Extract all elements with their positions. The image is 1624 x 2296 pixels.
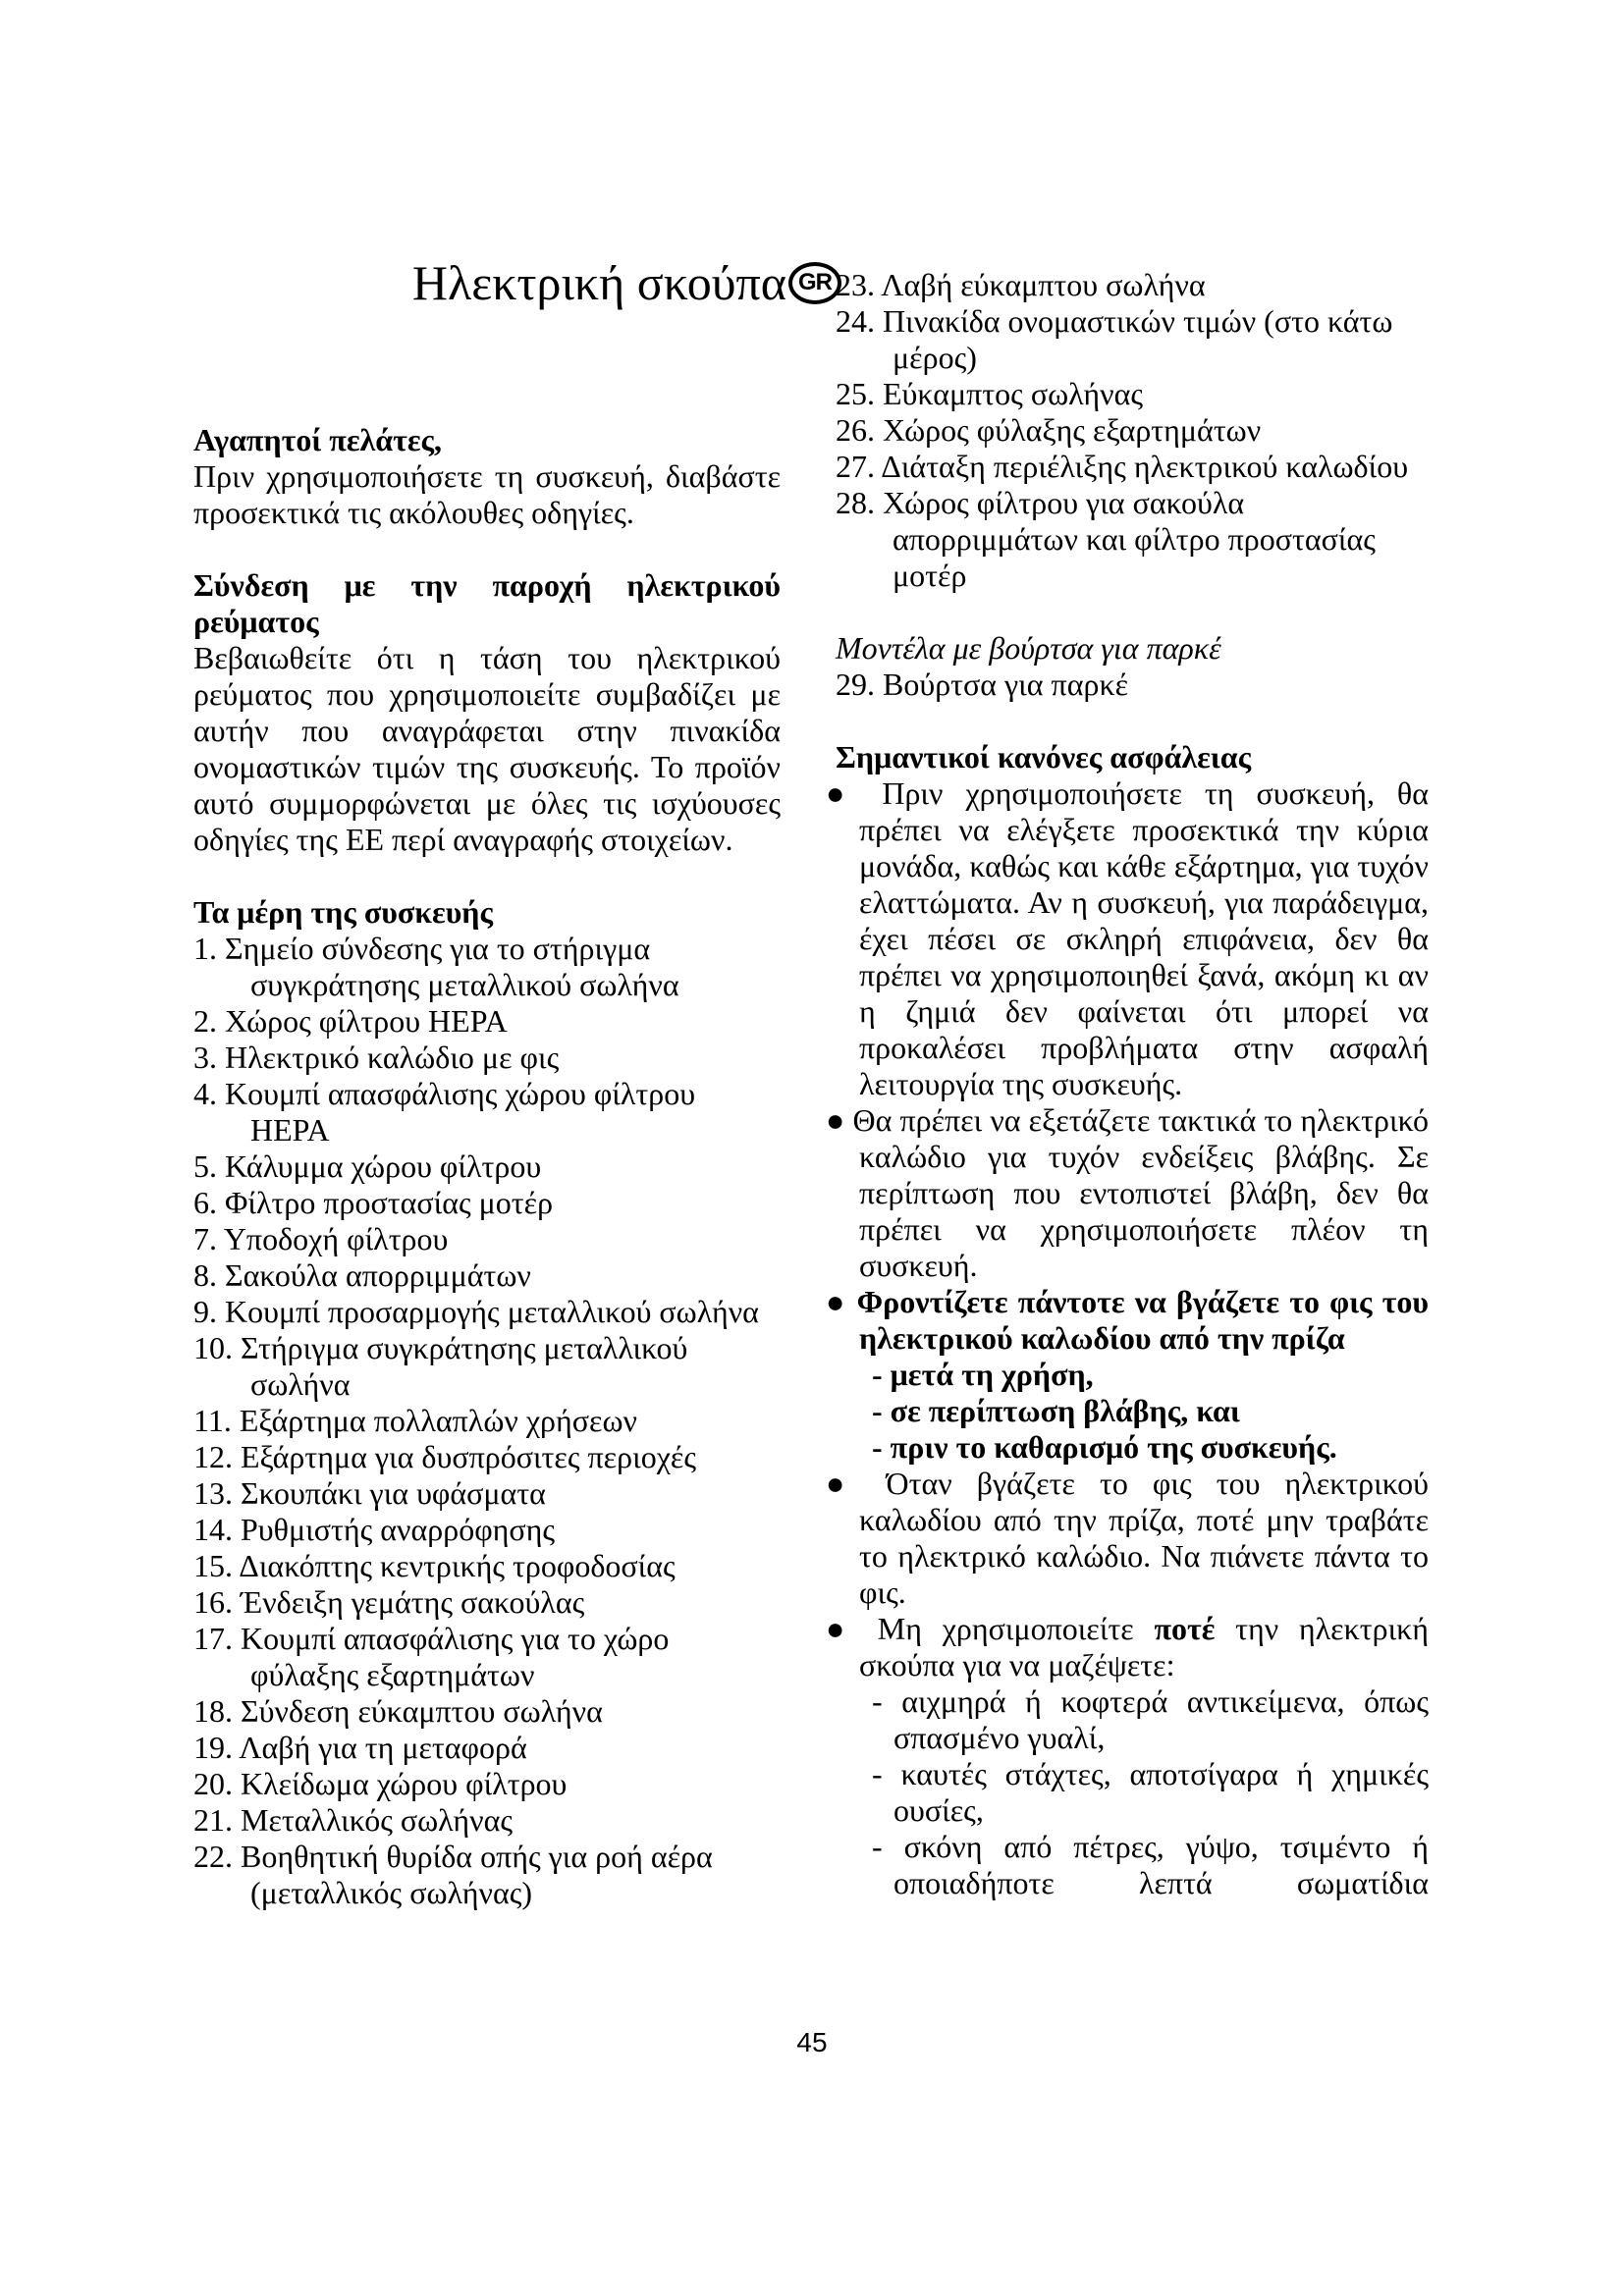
part-text: Χώρος φίλτρου HEPA [225,1003,508,1039]
part-item-25 [836,376,1429,412]
part-text: Μεταλλικός σωλήνας [241,1802,514,1838]
part-number: 28. [836,485,875,520]
part-item-15 [193,1548,781,1584]
part-item-9 [193,1294,781,1330]
bullet-text-pre: Μη χρησιμοποιείτε [877,1611,1155,1646]
part-number: 26. [836,412,875,448]
safety-dash-item: - πριν το καθαρισμό της συσκευής. [872,1429,1337,1465]
bullet-text: Όταν βγάζετε το φις του ηλεκτρικού καλωδίου από την πρίζα, ποτέ μην τραβάτε το ηλεκτρικό καλώδιο. Να πιάνετε πάντα το φις. [859,1466,1430,1610]
part-number: 2. [193,1003,217,1039]
parts-list-left [193,931,781,1911]
part-text: Εύκαμπτος σωλήνας [883,376,1144,411]
page-title: Ηλεκτρική σκούπα [411,255,786,310]
part-text: Κουμπί απασφάλισης χώρου φίλτρου HEPA [225,1076,696,1148]
part-item-23 [836,267,1429,303]
safety-bullet-1 [826,775,1429,1102]
part-number: 27. [836,449,875,484]
part-item-8 [193,1257,781,1294]
parts-list-right [836,267,1429,594]
part-text: Διακόπτης κεντρικής τροφοδοσίας [239,1548,676,1583]
part-item-27 [836,449,1429,485]
part-item-7 [193,1221,781,1257]
part-text: Στήριγμα συγκράτησης μεταλλικού σωλήνα [241,1330,688,1402]
part-item-28 [836,485,1429,594]
part-text: Βούρτσα για παρκέ [883,667,1128,702]
part-item-17 [193,1621,781,1693]
part-text: Σκουπάκι για υφάσματα [241,1475,546,1511]
safety-bullet-5 [826,1611,1429,1683]
part-item-29 [836,667,1429,703]
part-number: 11. [193,1403,232,1438]
part-text: Ρυθμιστής αναρρόφησης [241,1512,556,1547]
safety-bullet-list [826,775,1430,1901]
gr-language-badge-icon: GR [788,262,841,304]
part-item-6 [193,1185,781,1221]
part-item-22 [193,1839,781,1911]
greeting-heading: Αγαπητοί πελάτες, [193,422,442,457]
part-number: 21. [193,1802,233,1838]
part-item-12 [193,1439,781,1475]
part-number: 14. [193,1512,233,1547]
parquet-note: Μοντέλα με βούρτσα για παρκέ [836,630,1221,666]
part-number: 8. [193,1257,217,1293]
bullet-icon: ● [826,1466,862,1501]
safety-dash-item: - αιχμηρά ή κοφτερά αντικείμενα, όπως σπασμένο γυαλί, [872,1683,1429,1755]
bullet-text: Πριν χρησιμοποιήσετε τη συσκευή, θα πρέπει να ελέγξετε προσεκτικά την κύρια μονάδα, καθώς και κάθε εξάρτημα, για τυχόν ελαττώματα. Αν η συσκευή, για παράδειγμα, έχει πέσει σε σκληρή επιφάνεια, δεν θα πρέπει να χρησιμοποιηθεί ξανά, ακόμη κι αν η ζημιά δεν φαίνεται ότι μπορεί να προκαλέσει προβλήματα στην ασφαλή λειτουργία της συσκευής. [859,775,1430,1101]
part-number: 4. [193,1076,217,1111]
part-number: 23. [836,267,875,302]
safety-bullet-2 [826,1102,1429,1284]
part-text: Διάταξη περιέλιξης ηλεκτρικού καλωδίου [881,449,1409,484]
page-number: 45 [796,2027,828,2057]
part-text: Χώρος φίλτρου για σακούλα απορριμμάτων και φίλτρο προστασίας μοτέρ [883,485,1376,593]
part-text: Ηλεκτρικό καλώδιο με φις [225,1040,560,1075]
safety-dash-item: - σε περίπτωση βλάβης, και [872,1393,1240,1428]
part-number: 5. [193,1148,217,1184]
part-text: Σακούλα απορριμμάτων [225,1257,531,1293]
part-text: Ένδειξη γεμάτης σακούλας [241,1584,585,1620]
title-row [193,257,841,308]
part-item-21 [193,1802,781,1839]
part-text: Κουμπί απασφάλισης για το χώρο φύλαξης εξαρτημάτων [241,1621,670,1692]
connection-heading: Σύνδεση με την παροχή ηλεκτρικού ρεύματος [193,567,781,639]
part-text: Βοηθητική θυρίδα οπής για ροή αέρα (μεταλλικός σωλήνας) [241,1839,713,1910]
part-text: Λαβή εύκαμπτου σωλήνα [881,267,1206,302]
parts-heading: Τα μέρη της συσκευής [193,894,493,930]
part-item-13 [193,1475,781,1512]
safety-heading: Σημαντικοί κανόνες ασφάλειας [836,739,1252,774]
part-text: Υποδοχή φίλτρου [223,1221,449,1256]
part-text: Φίλτρο προστασίας μοτέρ [225,1185,554,1220]
part-item-10 [193,1330,781,1403]
bullet-text: Θα πρέπει να εξετάζετε τακτικά το ηλεκτρικό καλώδιο για τυχόν ενδείξεις βλάβης. Σε περίπτωση που εντοπιστεί βλάβη, δεν θα πρέπει να χρησιμοποιήσετε πλέον τη συσκευή. [852,1102,1430,1283]
part-item-24 [836,303,1429,376]
part-item-1 [193,931,781,1003]
bullet-icon: ● [826,1102,845,1138]
bullet-icon: ● [826,1611,858,1646]
part-number: 20. [193,1766,233,1801]
part-item-19 [193,1730,781,1766]
part-number: 6. [193,1185,217,1220]
part-number: 25. [836,376,875,411]
part-number: 12. [193,1439,233,1474]
part-number: 19. [193,1730,233,1765]
part-item-18 [193,1693,781,1730]
part-item-11 [193,1403,781,1439]
parts-list-parquet [836,667,1429,703]
connection-paragraph: Βεβαιωθείτε ότι η τάση του ηλεκτρικού ρεύματος που χρησιμοποιείτε συμβαδίζει με αυτήν που αναγράφεται στην πινακίδα ονομαστικών τιμών της συσκευής. Το προϊόν αυτό συμμορφώνεται με όλες τις ισχύουσες οδηγίες της ΕΕ περί αναγραφής στοιχείων. [193,640,781,857]
part-text: Εξάρτημα πολλαπλών χρήσεων [239,1403,637,1438]
part-item-20 [193,1766,781,1802]
part-number: 7. [193,1221,217,1256]
safety-dash-item: - σκόνη από πέτρες, γύψο, τσιμέντο ή οποιαδήποτε λεπτά σωματίδια [872,1829,1429,1900]
safety-bullet-3 [826,1284,1429,1357]
part-item-16 [193,1584,781,1621]
part-number: 1. [193,931,217,966]
part-item-26 [836,412,1429,449]
part-number: 22. [193,1839,233,1874]
part-number: 3. [193,1040,217,1075]
part-number: 13. [193,1475,233,1511]
part-number: 17. [193,1621,233,1656]
part-number: 15. [193,1548,233,1583]
part-text: Λαβή για τη μεταφορά [239,1730,527,1765]
part-text: Εξάρτημα για δυσπρόσιτες περιοχές [241,1439,696,1474]
right-column [826,257,1430,1911]
two-column-layout [193,257,1429,1911]
bullet-icon: ● [826,775,860,811]
bullet-text-post: την ηλεκτρική σκούπα για να μαζέψετε: [859,1611,1430,1682]
safety-bullet-4 [826,1466,1429,1611]
part-number: 10. [193,1330,233,1365]
part-number: 16. [193,1584,233,1620]
part-item-14 [193,1512,781,1548]
part-number: 29. [836,667,875,702]
safety-dash-item: - μετά τη χρήση, [872,1357,1094,1392]
part-text: Χώρος φύλαξης εξαρτημάτων [883,412,1262,448]
bullet-text-emphasis: ποτέ [1154,1611,1216,1646]
part-text: Κάλυμμα χώρου φίλτρου [225,1148,542,1184]
part-item-3 [193,1040,781,1076]
greeting-paragraph: Πριν χρησιμοποιήσετε τη συσκευή, διαβάστε προσεκτικά τις ακόλουθες οδηγίες. [193,458,781,530]
part-number: 9. [193,1294,217,1329]
part-item-5 [193,1148,781,1185]
part-number: 24. [836,303,875,339]
part-text: Σημείο σύνδεσης για το στήριγμα συγκράτησης μεταλλικού σωλήνα [225,931,679,1002]
part-text: Κλείδωμα χώρου φίλτρου [241,1766,568,1801]
part-item-2 [193,1003,781,1040]
part-text: Σύνδεση εύκαμπτου σωλήνα [241,1693,603,1729]
left-column [193,255,832,1911]
bullet-icon: ● [826,1284,847,1319]
part-text: Πινακίδα ονομαστικών τιμών (στο κάτω μέρος) [883,303,1393,375]
part-number: 18. [193,1693,233,1729]
safety-dash-item: - καυτές στάχτες, αποτσίγαρα ή χημικές ουσίες, [872,1756,1429,1828]
part-item-4 [193,1076,781,1148]
part-text: Κουμπί προσαρμογής μεταλλικού σωλήνα [225,1294,759,1329]
bullet-text: Φροντίζετε πάντοτε να βγάζετε το φις του ηλεκτρικού καλωδίου από την πρίζα [856,1284,1430,1356]
